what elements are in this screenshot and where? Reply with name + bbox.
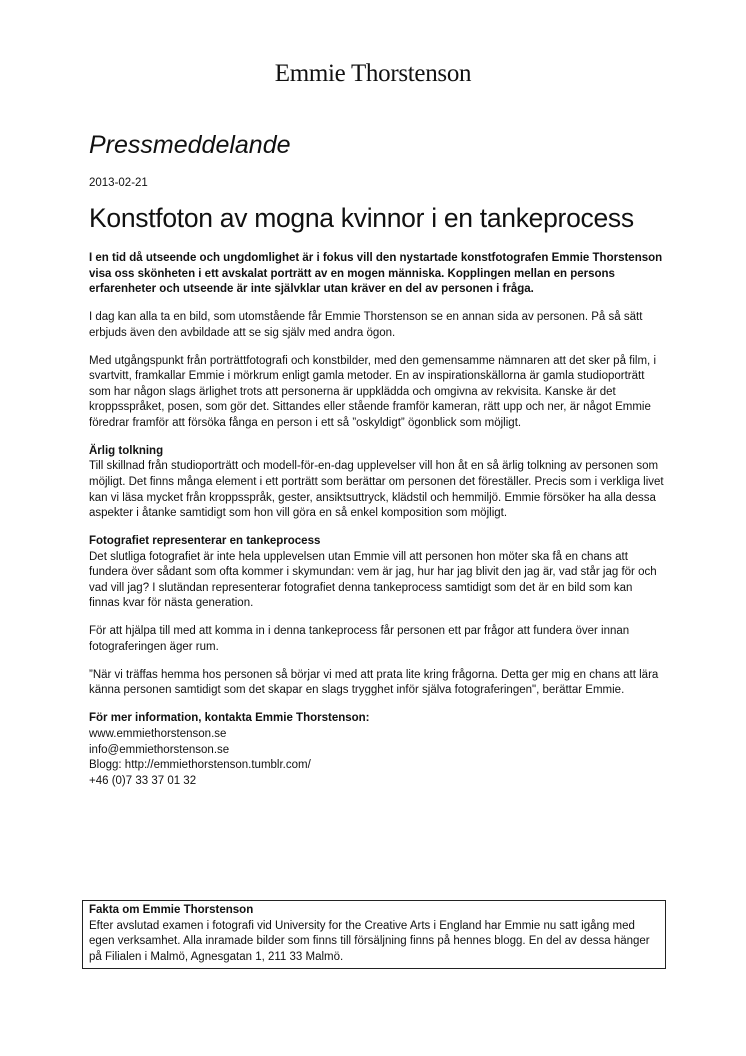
body-content (89, 251, 664, 789)
release-date: 2013-02-21 (89, 177, 148, 189)
facts-text: Efter avslutad examen i fotografi vid University for the Creative Arts i England har Emmie nu satt igång med egen verksamhet. Alla inramade bilder som finns till försäljning finns på hennes blogg. En del av dessa hänger på Filialen i Malmö, Agnesgatan 1, 211 33 Malmö. (89, 919, 650, 963)
facts-title: Fakta om Emmie Thorstenson (89, 904, 254, 916)
website-link[interactable]: www.emmiethorstenson.se (89, 727, 227, 740)
brand-logo-text: Emmie Thorstenson (274, 60, 472, 87)
quote-paragraph: ”När vi träffas hemma hos personen så börjar vi med att prata lite kring frågorna. Detta ger mig en chans att lära känna personen samtidigt som det skapar en slags trygghet inför själva fotograferingen", berättar Emmie. (89, 668, 659, 697)
section-heading: Fotografiet representerar en tankeprocess (89, 535, 321, 548)
section-heading: Ärlig tolkning (89, 444, 164, 457)
phone-number: +46 (0)7 33 37 01 32 (89, 774, 197, 787)
section-text: Det slutliga fotografiet är inte hela upplevelsen utan Emmie vill att personen hon möter ska få en chans att fundera över sådant som ofta kommer i skymundan: vem är jag, hur har jag blivit den jag är, vad står jag för och vad vill jag? I slutändan representerar fotografiet denna tankeprocess samtidigt som det är en bild som kan finnas kvar för nästa generation. (89, 550, 657, 610)
contact-block (89, 711, 664, 789)
section-text: Till skillnad från studioporträtt och modell-för-en-dag upplevelser vill hon åt en så ärlig tolkning av personen som möjligt. Det finns många element i ett porträtt som berättar om personen det föreställer. Precis som i verkliga livet kan vi läsa mycket från kroppsspråk, gester, ansiktsuttryck, klädstil och hemmiljö. Emmie försöker ha alla dessa aspekter i åtanke samtidigt som hon vill göra en så enkel komposition som möjligt. (89, 460, 664, 520)
lead-paragraph: I en tid då utseende och ungdomlighet är i fokus vill den nystartade konstfotografen Emmie Thorstenson visa oss skönheten i ett avskalat porträtt av en mogen människa. Kopplingen mellan en persons erfarenheter och utseende är inte självklar utan kräver en del av personen i fråga. (89, 252, 663, 296)
email-link[interactable]: info@emmiethorstenson.se (89, 743, 230, 756)
headline: Konstfoton av mogna kvinnor i en tankeprocess (89, 203, 634, 233)
contact-title: För mer information, kontakta Emmie Thorstenson: (89, 712, 370, 725)
facts-box (82, 900, 666, 969)
body-paragraph: I dag kan alla ta en bild, som utomstående får Emmie Thorstenson se en annan sida av personen. På så sätt erbjuds även den avbildade att se sig själv med andra ögon. (89, 311, 643, 339)
blog-link[interactable]: Blogg: http://emmiethorstenson.tumblr.com/ (89, 759, 311, 772)
section-text: För att hjälpa till med att komma in i denna tankeprocess får personen ett par frågor att fundera över innan fotograferingen äger rum. (89, 625, 630, 653)
body-paragraph: Med utgångspunkt från porträttfotografi och konstbilder, med den gemensamme nämnaren att det sker på film, i svartvitt, framkallar Emmie i mörkrum enligt gamla metoder. En av inspirationskällorna är gamla studioporträtt som har någon slags ärlighet trots att personerna är uppklädda och omgivna av rekvisita. Kanske är det kroppsspråket, posen, som gör det. Sittandes eller stående framför kameran, rätt upp och ner, är något Emmie föredrar framför att försöka fånga en person i ett så ”oskyldigt” ögonblick som möjligt. (89, 354, 656, 429)
document-type: Pressmeddelande (89, 131, 291, 159)
